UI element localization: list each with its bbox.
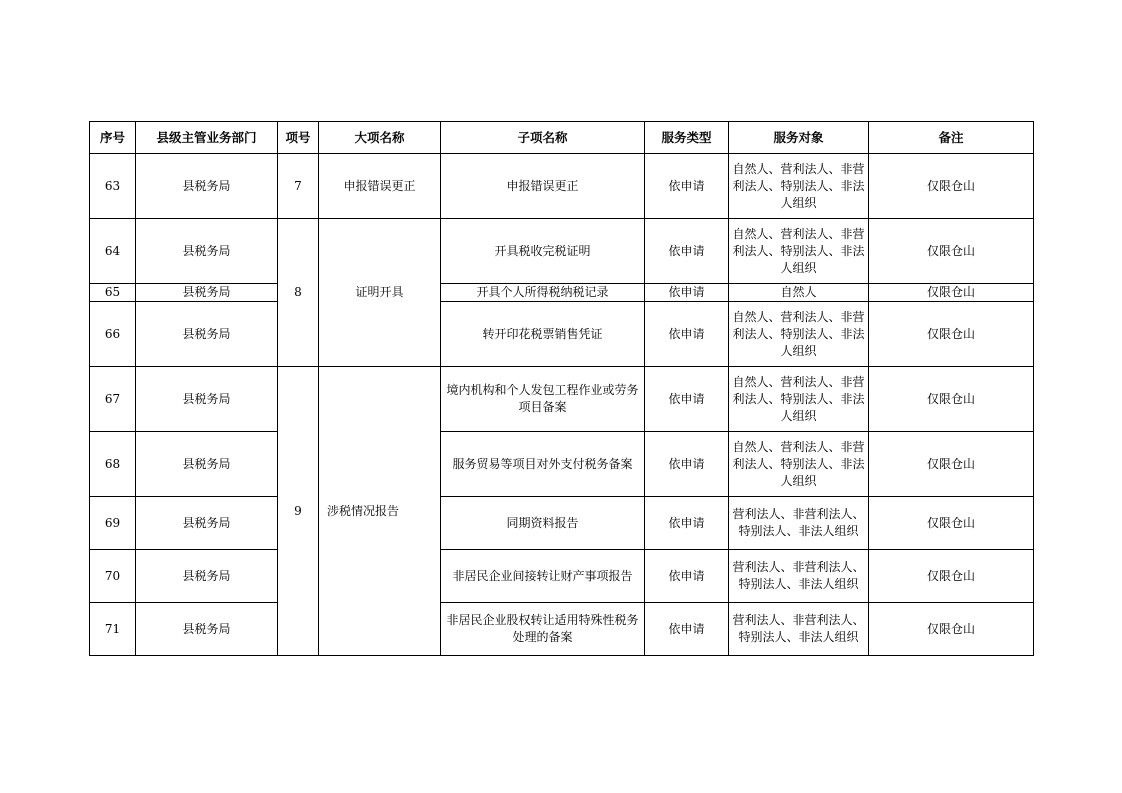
target-cell: 自然人、营利法人、非营利法人、特别法人、非法人组织 (729, 367, 869, 432)
seq-cell: 68 (90, 432, 136, 497)
table-row (90, 302, 1034, 367)
dept-cell: 县税务局 (136, 550, 278, 603)
sub-item-cell: 境内机构和个人发包工程作业或劳务项目备案 (441, 367, 645, 432)
service-type-cell: 依申请 (645, 550, 729, 603)
header-item-name: 大项名称 (319, 122, 441, 154)
table-header-row (90, 122, 1034, 154)
service-type-cell: 依申请 (645, 219, 729, 284)
remark-cell: 仅限仓山 (869, 284, 1034, 302)
remark-cell: 仅限仓山 (869, 302, 1034, 367)
sub-item-cell: 开具个人所得税纳税记录 (441, 284, 645, 302)
target-cell: 自然人、营利法人、非营利法人、特别法人、非法人组织 (729, 432, 869, 497)
header-seq: 序号 (90, 122, 136, 154)
service-type-cell: 依申请 (645, 284, 729, 302)
dept-cell: 县税务局 (136, 497, 278, 550)
item-name-cell: 证明开具 (319, 219, 441, 367)
target-cell: 自然人、营利法人、非营利法人、特别法人、非法人组织 (729, 219, 869, 284)
table-row (90, 550, 1034, 603)
service-items-table (89, 121, 1034, 656)
sub-item-cell: 申报错误更正 (441, 154, 645, 219)
header-target: 服务对象 (729, 122, 869, 154)
service-type-cell: 依申请 (645, 367, 729, 432)
seq-cell: 63 (90, 154, 136, 219)
service-type-cell: 依申请 (645, 432, 729, 497)
target-cell: 自然人 (729, 284, 869, 302)
dept-cell: 县税务局 (136, 154, 278, 219)
seq-cell: 64 (90, 219, 136, 284)
item-name-cell: 涉税情况报告 (319, 367, 441, 656)
item-no-cell: 7 (278, 154, 319, 219)
remark-cell: 仅限仓山 (869, 219, 1034, 284)
target-cell: 自然人、营利法人、非营利法人、特别法人、非法人组织 (729, 302, 869, 367)
seq-cell: 66 (90, 302, 136, 367)
target-cell: 营利法人、非营利法人、特别法人、非法人组织 (729, 497, 869, 550)
dept-cell: 县税务局 (136, 603, 278, 656)
dept-cell: 县税务局 (136, 367, 278, 432)
seq-cell: 69 (90, 497, 136, 550)
target-cell: 营利法人、非营利法人、特别法人、非法人组织 (729, 550, 869, 603)
table-row (90, 154, 1034, 219)
table-row (90, 284, 1034, 302)
service-type-cell: 依申请 (645, 302, 729, 367)
table-row (90, 219, 1034, 284)
item-no-cell: 9 (278, 367, 319, 656)
header-sub-item: 子项名称 (441, 122, 645, 154)
header-remark: 备注 (869, 122, 1034, 154)
sub-item-cell: 服务贸易等项目对外支付税务备案 (441, 432, 645, 497)
sub-item-cell: 转开印花税票销售凭证 (441, 302, 645, 367)
table-row (90, 367, 1034, 432)
item-no-cell: 8 (278, 219, 319, 367)
dept-cell: 县税务局 (136, 284, 278, 302)
table-row (90, 603, 1034, 656)
remark-cell: 仅限仓山 (869, 550, 1034, 603)
header-dept: 县级主管业务部门 (136, 122, 278, 154)
table-row (90, 432, 1034, 497)
dept-cell: 县税务局 (136, 432, 278, 497)
remark-cell: 仅限仓山 (869, 497, 1034, 550)
seq-cell: 71 (90, 603, 136, 656)
table-row (90, 497, 1034, 550)
dept-cell: 县税务局 (136, 219, 278, 284)
seq-cell: 65 (90, 284, 136, 302)
seq-cell: 70 (90, 550, 136, 603)
remark-cell: 仅限仓山 (869, 603, 1034, 656)
target-cell: 营利法人、非营利法人、特别法人、非法人组织 (729, 603, 869, 656)
header-item-no: 项号 (278, 122, 319, 154)
sub-item-cell: 非居民企业股权转让适用特殊性税务处理的备案 (441, 603, 645, 656)
service-type-cell: 依申请 (645, 497, 729, 550)
header-service-type: 服务类型 (645, 122, 729, 154)
remark-cell: 仅限仓山 (869, 432, 1034, 497)
dept-cell: 县税务局 (136, 302, 278, 367)
remark-cell: 仅限仓山 (869, 154, 1034, 219)
target-cell: 自然人、营利法人、非营利法人、特别法人、非法人组织 (729, 154, 869, 219)
service-type-cell: 依申请 (645, 603, 729, 656)
sub-item-cell: 开具税收完税证明 (441, 219, 645, 284)
item-name-cell: 申报错误更正 (319, 154, 441, 219)
remark-cell: 仅限仓山 (869, 367, 1034, 432)
sub-item-cell: 同期资料报告 (441, 497, 645, 550)
sub-item-cell: 非居民企业间接转让财产事项报告 (441, 550, 645, 603)
seq-cell: 67 (90, 367, 136, 432)
service-type-cell: 依申请 (645, 154, 729, 219)
